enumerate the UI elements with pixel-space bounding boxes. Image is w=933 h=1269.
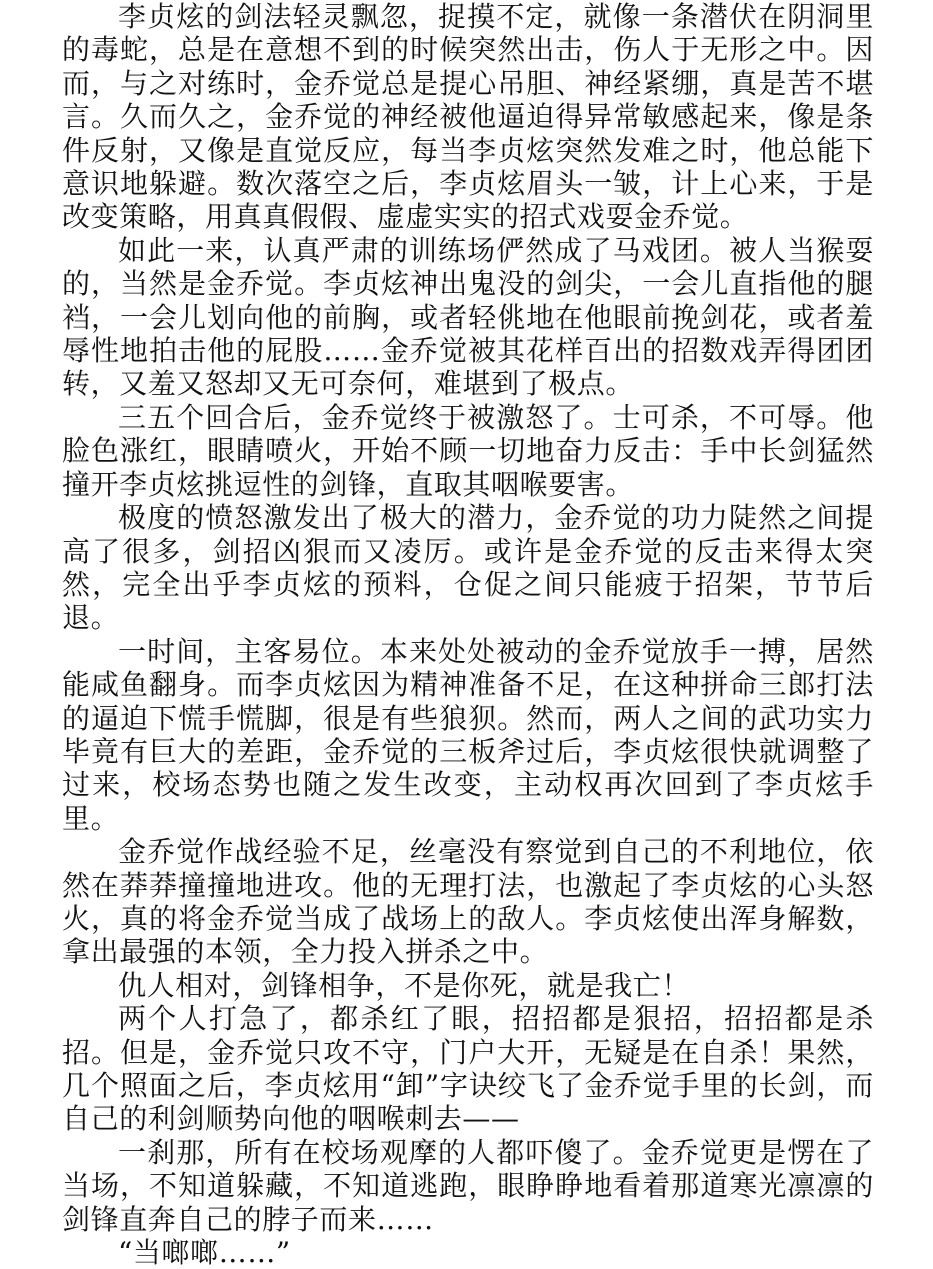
paragraph-2: 如此一来，认真严肃的训练场俨然成了马戏团。被人当猴耍的，当然是金乔觉。李贞炫神出鬼没的剑尖，一会儿直指他的腿裆，一会儿划向他的前胸，或者轻佻地在他眼前挽剑花，或者羞辱性地拍击他的屁股……金乔觉被其花样百出的招数戏弄得团团转，又羞又怒却又无可奈何，难堪到了极点。 (62, 233, 874, 401)
paragraph-8: 两个人打急了，都杀红了眼，招招都是狠招，招招都是杀招。但是，金乔觉只攻不守，门户大开，无疑是在自杀！果然，几个照面之后，李贞炫用“卸”字诀绞飞了金乔觉手里的长剑，而自己的利剑顺势向他的咽喉刺去—— (62, 1002, 874, 1136)
paragraph-10: “当啷啷……” (118, 1236, 291, 1269)
paragraph-5: 一时间，主客易位。本来处处被动的金乔觉放手一搏，居然能咸鱼翻身。而李贞炫因为精神准备不足，在这种拼命三郎打法的逼迫下慌手慌脚，很是有些狼狈。然而，两人之间的武功实力毕竟有巨大的差距，金乔觉的三板斧过后，李贞炫很快就调整了过来，校场态势也随之发生改变，主动权再次回到了李贞炫手里。 (62, 634, 874, 835)
paragraph-3: 三五个回合后，金乔觉终于被激怒了。士可杀，不可辱。他脸色涨红，眼睛喷火，开始不顾一切地奋力反击：手中长剑猛然撞开李贞炫挑逗性的剑锋，直取其咽喉要害。 (62, 400, 874, 501)
paragraph-7: 仇人相对，剑锋相争，不是你死，就是我亡！ (118, 968, 691, 1002)
paragraph-6: 金乔觉作战经验不足，丝毫没有察觉到自己的不利地位，依然在莽莽撞撞地进攻。他的无理打法，也激起了李贞炫的心头怒火，真的将金乔觉当成了战场上的敌人。李贞炫使出浑身解数，拿出最强的本领，全力投入拼杀之中。 (62, 835, 874, 969)
body-text (62, 0, 874, 1269)
paragraph-9: 一刹那，所有在校场观摩的人都吓傻了。金乔觉更是愣在了当场，不知道躲藏，不知道逃跑，眼睁睁地看着那道寒光凛凛的剑锋直奔自己的脖子而来…… (62, 1135, 874, 1236)
paragraph-1: 李贞炫的剑法轻灵飘忽，捉摸不定，就像一条潜伏在阴洞里的毒蛇，总是在意想不到的时候突然出击，伤人于无形之中。因而，与之对练时，金乔觉总是提心吊胆、神经紧绷，真是苦不堪言。久而久之，金乔觉的神经被他逼迫得异常敏感起来，像是条件反射，又像是直觉反应，每当李贞炫突然发难之时，他总能下意识地躲避。数次落空之后，李贞炫眉头一皱，计上心来，于是改变策略，用真真假假、虚虚实实的招式戏耍金乔觉。 (62, 0, 874, 234)
paragraph-4: 极度的愤怒激发出了极大的潜力，金乔觉的功力陡然之间提高了很多，剑招凶狠而又凌厉。或许是金乔觉的反击来得太突然，完全出乎李贞炫的预料，仓促之间只能疲于招架，节节后退。 (62, 501, 874, 635)
